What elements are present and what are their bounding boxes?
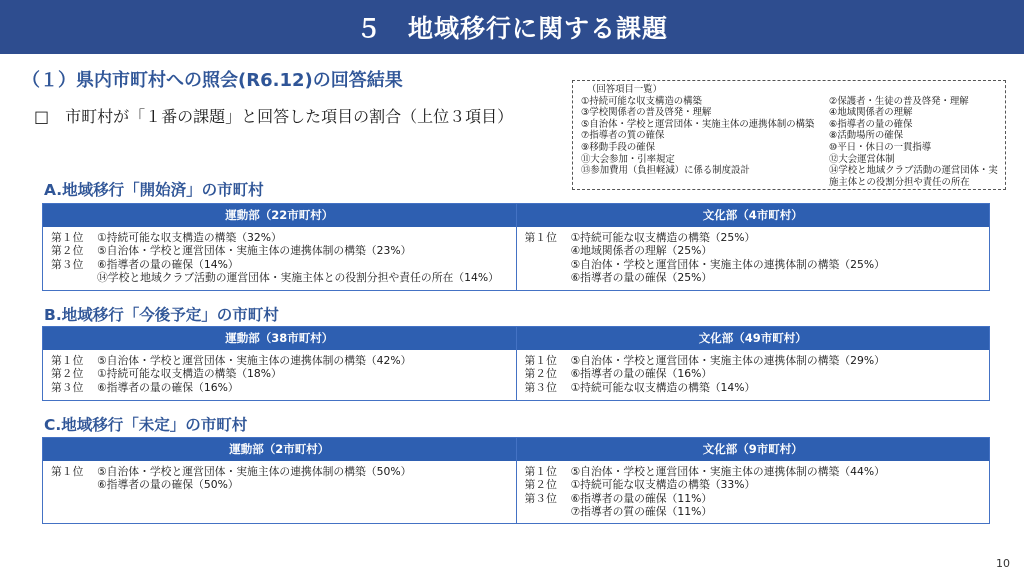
rank-label: 第１位 (51, 465, 84, 478)
survey-note: □ 市町村が「１番の課題」と回答した項目の割合（上位３項目） (34, 107, 514, 126)
issue-text: ⑥指導者の量の確保（11%） (570, 491, 713, 505)
legend-item: ⑥指導者の量の確保 (829, 118, 913, 130)
issue-text: ⑤自治体・学校と運営団体・実施主体の連携体制の構築（44%） (570, 465, 885, 478)
ranking-row (51, 381, 508, 394)
rank-label (525, 271, 571, 284)
ranking-row (51, 478, 508, 491)
legend-item: ⑦指導者の質の確保 (581, 130, 665, 142)
culture-club-column (516, 438, 990, 523)
legend-item: ⑬参加費用（負担軽減）に係る制度設計 (581, 165, 750, 177)
rank-label: 第１位 (51, 354, 84, 367)
legend-item: ②保護者・生徒の普及啓発・理解 (829, 95, 969, 107)
culture-club-column (516, 204, 990, 290)
section-title: B.地域移行「今後予定」の市町村 (44, 306, 279, 324)
rank-label (51, 478, 97, 491)
issue-text: ⑥指導者の量の確保（16%） (97, 380, 239, 394)
rank-label: 第２位 (524, 367, 557, 381)
page-title: ５ 地域移行に関する課題 (355, 14, 668, 43)
legend-title: （回答項目一覧） (587, 84, 663, 95)
ranking-list (43, 461, 516, 523)
column-header: 運動部（22市町村） (43, 204, 516, 227)
issue-text: ①持続可能な収支構造の構築（14%） (570, 380, 756, 394)
column-header: 文化部（49市町村） (517, 327, 990, 350)
legend-grid (581, 96, 997, 189)
sports-club-column (43, 327, 516, 400)
rank-label: 第３位 (51, 380, 84, 394)
ranking-row (525, 505, 982, 518)
column-header: 運動部（2市町村） (43, 438, 516, 461)
ranking-list (517, 461, 990, 523)
legend-item: ③学校関係者の普及啓発・理解 (581, 107, 712, 119)
answer-legend (572, 80, 1006, 190)
ranking-row (525, 367, 982, 380)
culture-club-column (516, 327, 990, 400)
column-header: 文化部（9市町村） (517, 438, 990, 461)
ranking-row (51, 271, 508, 284)
legend-item: ⑩平日・休日の一貫指導 (829, 141, 932, 153)
results-table (42, 326, 990, 401)
column-header: 運動部（38市町村） (43, 327, 516, 350)
ranking-list (43, 350, 516, 400)
sports-club-column (43, 204, 516, 290)
ranking-row (51, 354, 508, 367)
issue-text: ⑤自治体・学校と運営団体・実施主体の連携体制の構築（25%） (570, 257, 885, 271)
ranking-row (525, 478, 982, 491)
rank-label: 第３位 (524, 491, 557, 505)
sports-club-column (43, 438, 516, 523)
ranking-row (525, 271, 982, 284)
issue-text: ⑥指導者の量の確保（25%） (570, 271, 713, 285)
rank-label: 第２位 (524, 478, 557, 492)
legend-item: ⑭学校と地域クラブ活動の運営団体・実施主体との役割分担や責任の所在 (829, 165, 998, 188)
issue-text: ①持続可能な収支構造の構築（32%） (97, 231, 282, 244)
issue-text: ⑦指導者の質の確保（11%） (570, 505, 713, 519)
legend-item: ⑨移動手段の確保 (581, 141, 656, 153)
results-table (42, 203, 990, 291)
rank-label (51, 271, 97, 284)
ranking-row (525, 381, 982, 394)
issue-text: ⑭学校と地域クラブ活動の運営団体・実施主体との役割分担や責任の所在（14%） (97, 271, 499, 285)
rank-label: 第３位 (524, 380, 557, 394)
rank-label: 第２位 (51, 244, 84, 258)
issue-text: ⑤自治体・学校と運営団体・実施主体の連携体制の構築（42%） (97, 354, 412, 367)
legend-item: ①持続可能な収支構造の構築 (581, 95, 702, 107)
ranking-row (525, 258, 982, 271)
issue-text: ⑥指導者の量の確保（14%） (97, 257, 239, 271)
issue-text: ⑤自治体・学校と運営団体・実施主体の連携体制の構築（50%） (97, 465, 412, 478)
issue-text: ⑥指導者の量の確保（50%） (97, 478, 239, 492)
rank-label: 第１位 (51, 231, 84, 244)
legend-item: ⑤自治体・学校と運営団体・実施主体の連携体制の構築 (581, 118, 815, 130)
ranking-list (517, 227, 990, 290)
results-table (42, 437, 990, 524)
page-number: 10 (996, 557, 1010, 570)
legend-item: ⑪大会参加・引率規定 (581, 153, 675, 165)
ranking-row (51, 258, 508, 271)
legend-item: ④地域関係者の理解 (829, 107, 913, 119)
subtitle: （１）県内市町村への照会(R6.12)の回答結果 (22, 70, 403, 91)
page-title-banner (0, 0, 1024, 54)
rank-label: 第１位 (524, 465, 557, 478)
issue-text: ⑤自治体・学校と運営団体・実施主体の連携体制の構築（23%） (97, 244, 412, 258)
rank-label: 第３位 (51, 257, 84, 271)
rank-label (525, 258, 571, 271)
ranking-row (525, 492, 982, 505)
rank-label: 第１位 (524, 231, 557, 244)
column-header: 文化部（4市町村） (517, 204, 990, 227)
rank-label (525, 505, 571, 518)
section-title: A.地域移行「開始済」の市町村 (44, 181, 264, 199)
issue-text: ①持続可能な収支構造の構築（18%） (97, 367, 282, 381)
section-title: C.地域移行「未定」の市町村 (44, 416, 248, 434)
ranking-row (51, 367, 508, 380)
legend-item: ⑧活動場所の確保 (829, 130, 904, 142)
ranking-row (525, 354, 982, 367)
issue-text: ④地域関係者の理解（25%） (570, 244, 713, 258)
ranking-list (517, 350, 990, 400)
rank-label: 第１位 (524, 354, 557, 367)
rank-label (525, 244, 571, 257)
ranking-row (525, 244, 982, 257)
ranking-row (525, 465, 982, 478)
ranking-row (525, 231, 982, 244)
ranking-list (43, 227, 516, 290)
issue-text: ①持続可能な収支構造の構築（25%） (570, 231, 756, 244)
issue-text: ⑤自治体・学校と運営団体・実施主体の連携体制の構築（29%） (570, 354, 885, 367)
ranking-row (51, 465, 508, 478)
ranking-row (51, 244, 508, 257)
ranking-row (51, 231, 508, 244)
legend-item: ⑫大会運営体制 (829, 153, 895, 165)
issue-text: ⑥指導者の量の確保（16%） (570, 367, 713, 381)
rank-label: 第２位 (51, 367, 84, 381)
issue-text: ①持続可能な収支構造の構築（33%） (570, 478, 756, 492)
